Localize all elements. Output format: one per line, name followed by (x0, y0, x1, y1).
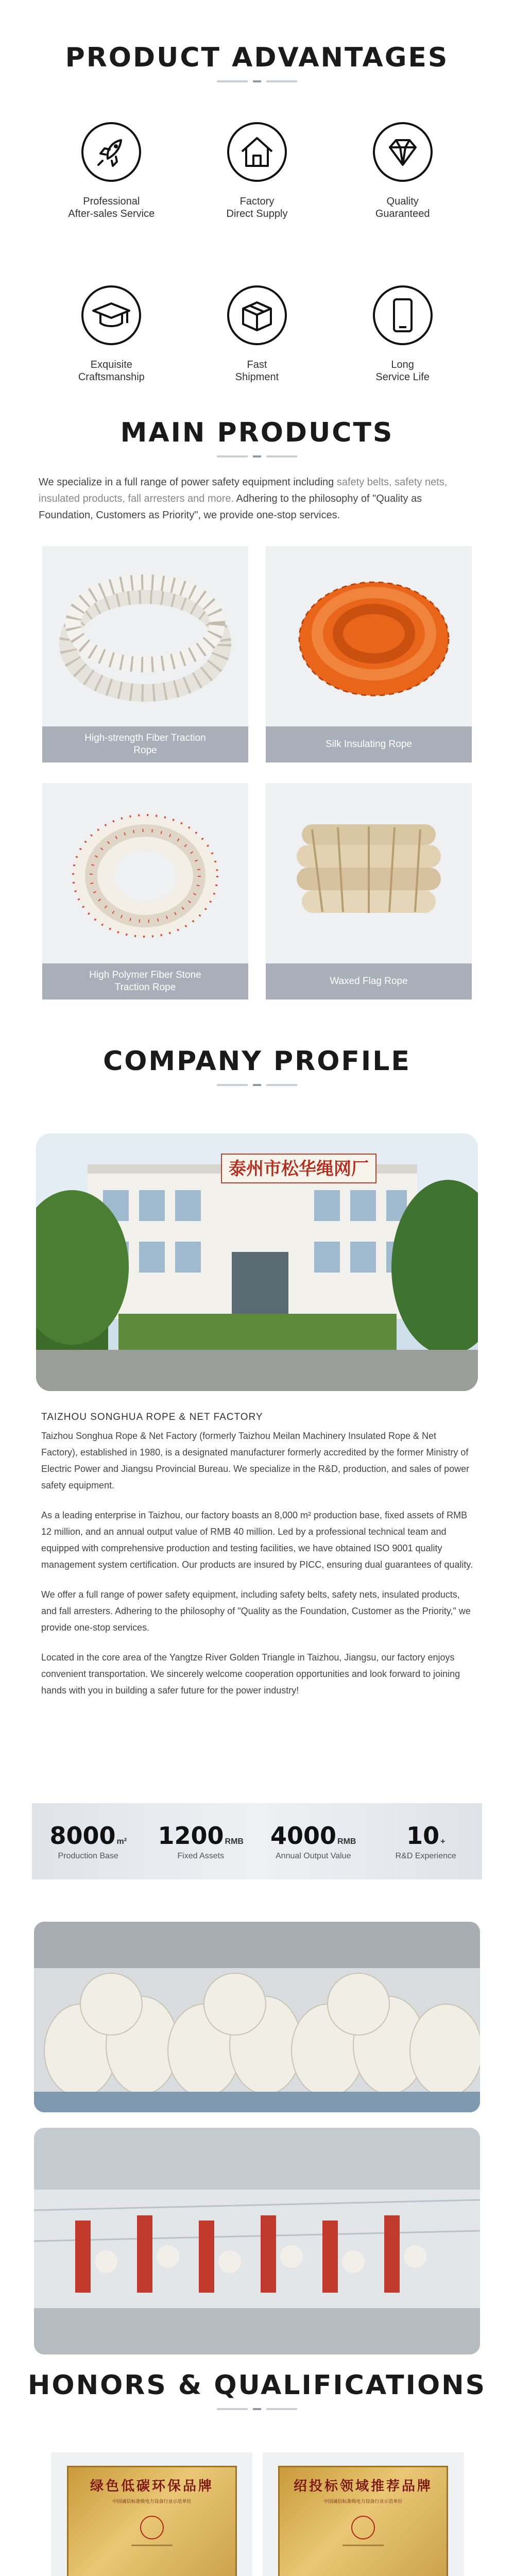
stat-item (145, 1822, 258, 1861)
product-caption: High-strength Fiber Traction Rope (42, 726, 248, 762)
honors-title: HONORS & QUALIFICATIONS (27, 2370, 487, 2401)
product-card[interactable] (266, 783, 472, 999)
company-title: COMPANY PROFILE (103, 1046, 411, 1077)
company-paragraph: Taizhou Songhua Rope & Net Factory (formerly Taizhou Meilan Machinery Insulated Rope & Net Factory), established in 1980, is a designated manufacturer formerly accredited by the former Ministry of Electric Power and Jiangsu Provincial Bureau. We specialize in the R&D, production, and sales of power safety equipment. (41, 1431, 470, 1490)
diamond-icon (369, 118, 436, 185)
stat-item (32, 1822, 145, 1861)
company-paragraph: Located in the core area of the Yangtze River Golden Triangle in Taizhou, Jiangsu, our factory enjoys convenient transportation. We sincerely welcome cooperation opportunities and look forward to joining hands with you in building a safer future for the power industry! (41, 1652, 460, 1696)
rocket-icon (78, 118, 145, 185)
company-heading: TAIZHOU SONGHUA ROPE & NET FACTORY (41, 1412, 263, 1422)
title-decoration (0, 1084, 514, 1086)
certificate-grid (52, 2452, 464, 2576)
advantage-label: Exquisite Craftsmanship (78, 359, 145, 383)
certificate-title: 绿色低碳环保品牌 (90, 2478, 214, 2494)
product-caption: Silk Insulating Rope (266, 726, 472, 762)
orange-rope-image (266, 546, 472, 726)
certificate[interactable] (52, 2452, 252, 2576)
advantage-label: Professional After-sales Service (68, 196, 155, 219)
certificate-subtitle: 中国诚信标准级电力设备行业示范单位 (323, 2498, 403, 2504)
stat-number: 10 (406, 1822, 440, 1850)
warehouse-photo (34, 1922, 480, 2112)
signature-line (131, 2545, 173, 2546)
title-decoration (0, 2408, 514, 2410)
title-decoration (0, 80, 514, 82)
advantage-label: Long Service Life (375, 359, 430, 383)
red-white-rope-image (42, 783, 248, 963)
stat-label: Production Base (58, 1852, 118, 1860)
company-paragraph: As a leading enterprise in Taizhou, our factory boasts an 8,000 m² production base, fixed assets of RMB 12 million, and an annual output value of RMB 40 million. Led by a professional technical team and equipped with comprehensive production and testing facilities, we have obtained ISO 9001 quality management system certification. Our products are insured by PICC, ensuring dual guarantees of quality. (41, 1510, 473, 1570)
company-paragraph: We offer a full range of power safety equipment, including safety belts, safety nets, insulated products, and fall arresters. Adhering to the philosophy of "Quality as the Foundation, Customer as the Priority," we provide one-stop services. (41, 1589, 471, 1633)
intro-highlight: safety belts, safety nets, insulated products, fall arresters and more. (39, 477, 448, 504)
advantage-item (330, 118, 475, 220)
intro-text-end: Adhering to the philosophy of "Quality as Foundation, Customers as Priority", we provide one-stop services. (39, 493, 422, 521)
certificate[interactable] (263, 2452, 464, 2576)
stat-unit: RMB (337, 1837, 356, 1846)
certificate-subtitle: 中国诚信标准级电力设备行业示范单位 (112, 2498, 192, 2504)
stat-label: Fixed Assets (177, 1852, 225, 1860)
stat-number: 8000 (49, 1822, 116, 1850)
stat-label: R&D Experience (395, 1852, 456, 1860)
seal-icon (140, 2516, 164, 2539)
stat-unit: RMB (225, 1837, 244, 1846)
advantage-label: Fast Shipment (235, 359, 279, 383)
company-stats (32, 1803, 482, 1879)
workshop-photo (34, 2128, 480, 2354)
stat-unit: m² (116, 1837, 127, 1846)
waxed-rope-image (266, 783, 472, 963)
title-decoration (0, 455, 514, 457)
signature-line (342, 2545, 384, 2546)
seal-icon (351, 2516, 375, 2539)
products-section (0, 407, 514, 1025)
company-section (0, 1046, 514, 2354)
advantage-item (39, 282, 184, 383)
certificate-title: 绍投标领域推荐品牌 (293, 2478, 433, 2494)
box-icon (224, 282, 290, 349)
intro-text: We specialize in a full range of power safety equipment including (39, 477, 337, 488)
honors-section (0, 2370, 514, 2576)
advantage-item (184, 282, 330, 383)
product-caption: Waxed Flag Rope (266, 963, 472, 999)
stat-number: 4000 (270, 1822, 337, 1850)
products-intro (39, 474, 476, 523)
advantages-title: PRODUCT ADVANTAGES (65, 42, 449, 73)
product-grid (42, 546, 472, 999)
product-card[interactable] (42, 546, 248, 762)
product-card[interactable] (42, 783, 248, 999)
advantage-label: Quality Guaranteed (375, 196, 430, 219)
advantages-grid (39, 118, 475, 383)
company-description (41, 1409, 474, 1712)
phone-icon (369, 282, 436, 349)
advantage-item (39, 118, 184, 220)
product-caption: High Polymer Fiber Stone Traction Rope (42, 963, 248, 999)
products-title: MAIN PRODUCTS (120, 417, 394, 448)
factory-photo (36, 1133, 478, 1391)
advantage-item (184, 118, 330, 220)
advantages-section (0, 0, 514, 392)
white-coil-rope-image (42, 546, 248, 726)
stat-unit: + (440, 1837, 446, 1846)
hat-icon (78, 282, 145, 349)
factory-sign: 泰州市松华绳网厂 (229, 1159, 369, 1179)
stat-label: Annual Output Value (276, 1852, 351, 1860)
house-icon (224, 118, 290, 185)
stat-item (257, 1822, 370, 1861)
stat-item (370, 1822, 483, 1861)
advantage-item (330, 282, 475, 383)
product-card[interactable] (266, 546, 472, 762)
advantage-label: Factory Direct Supply (226, 196, 288, 219)
stat-number: 1200 (158, 1822, 224, 1850)
